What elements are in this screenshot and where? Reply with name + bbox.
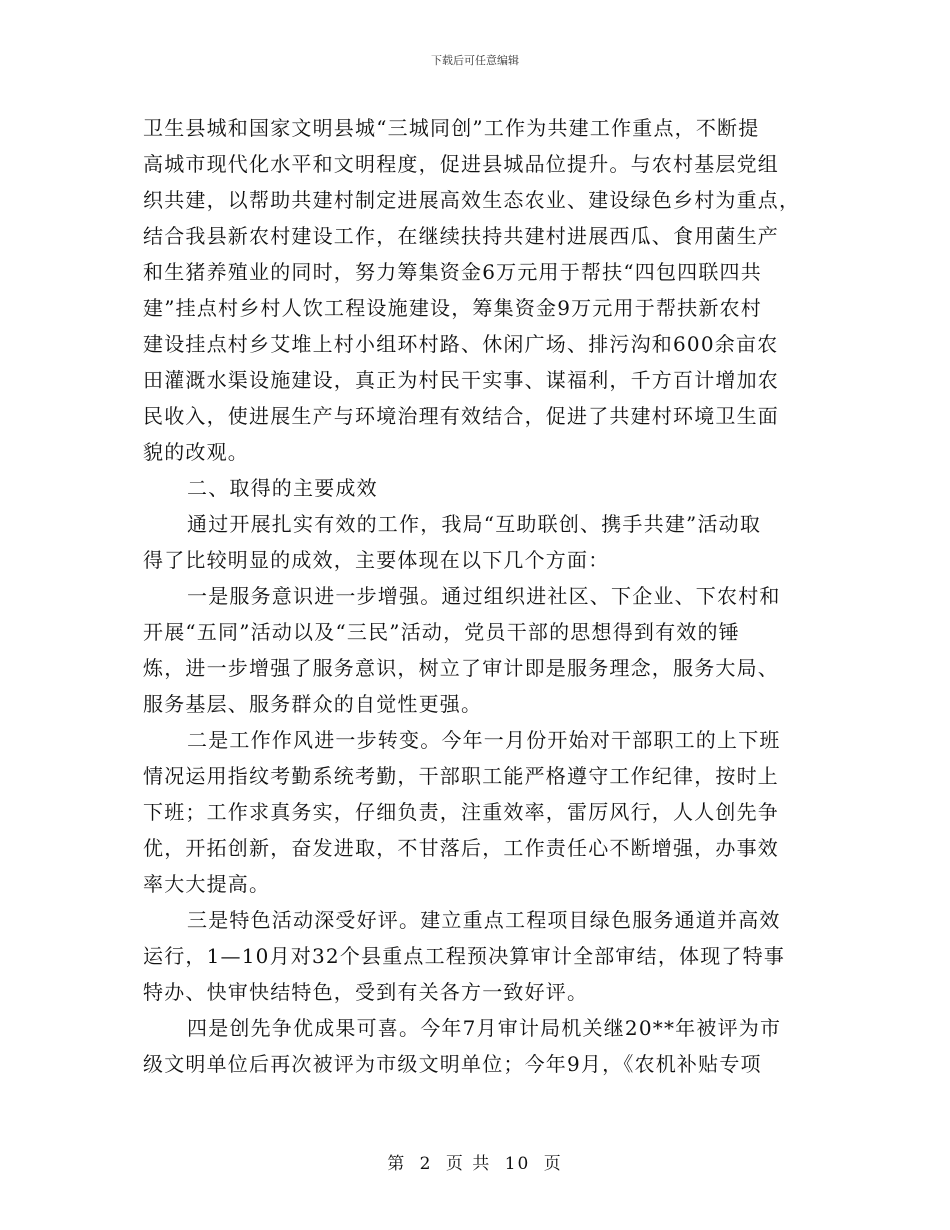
footer-prefix: 第 bbox=[387, 1154, 407, 1174]
text-line: 级文明单位后再次被评为市级文明单位；今年9月，《农机补贴专项 bbox=[143, 1052, 762, 1076]
text-line: 炼，进一步增强了服务意识，树立了审计即是服务理念，服务大局、 bbox=[143, 656, 779, 680]
text-line: 卫生县城和国家文明县城“三城同创”工作为共建工作重点，不断提 bbox=[143, 116, 760, 140]
text-line: 建设挂点村乡艾堆上村小组环村路、休闲广场、排污沟和600余亩农 bbox=[143, 332, 779, 356]
text-line: 民收入，使进展生产与环境治理有效结合，促进了共建村环境卫生面 bbox=[143, 404, 779, 428]
paragraph bbox=[143, 110, 811, 470]
section-heading bbox=[143, 470, 811, 506]
text-line: 优，开拓创新，奋发进取，不甘落后，工作责任心不断增强，办事效 bbox=[143, 836, 779, 860]
paragraph bbox=[143, 1010, 811, 1082]
text-line: 率大大提高。 bbox=[143, 872, 271, 896]
page-header-note: 下载后可任意编辑 bbox=[431, 54, 519, 67]
footer-suffix: 页 bbox=[543, 1154, 563, 1174]
total-page-count: 10 bbox=[504, 1154, 531, 1174]
text-line: 二是工作作风进一步转变。今年一月份开始对干部职工的上下班 bbox=[187, 728, 781, 752]
section-heading-text: 二、取得的主要成效 bbox=[187, 476, 378, 500]
text-line: 结合我县新农村建设工作，在继续扶持共建村进展西瓜、食用菌生产 bbox=[143, 224, 779, 248]
paragraph bbox=[143, 506, 811, 578]
text-line: 特办、快审快结特色，受到有关各方一致好评。 bbox=[143, 980, 589, 1004]
text-line: 四是创先争优成果可喜。今年7月审计局机关继20**年被评为市 bbox=[187, 1016, 782, 1040]
document-body bbox=[143, 110, 811, 1082]
paragraph bbox=[143, 578, 811, 722]
text-line: 服务基层、服务群众的自觉性更强。 bbox=[143, 692, 483, 716]
paragraph bbox=[143, 902, 811, 1010]
current-page-number: 2 bbox=[419, 1154, 433, 1174]
text-line: 一是服务意识进一步增强。通过组织进社区、下企业、下农村和 bbox=[187, 584, 781, 608]
text-line: 高城市现代化水平和文明程度，促进县城品位提升。与农村基层党组 bbox=[143, 152, 779, 176]
footer-middle: 页 共 bbox=[445, 1154, 492, 1174]
text-line: 开展“五同”活动以及“三民”活动，党员干部的思想得到有效的锤 bbox=[143, 620, 740, 644]
page-footer bbox=[0, 1152, 950, 1176]
text-line: 三是特色活动深受好评。建立重点工程项目绿色服务通道并高效 bbox=[187, 908, 781, 932]
text-line: 和生猪养殖业的同时，努力筹集资金6万元用于帮扶“四包四联四共 bbox=[143, 260, 762, 284]
text-line: 建”挂点村乡村人饮工程设施建设，筹集资金9万元用于帮扶新农村 bbox=[143, 296, 762, 320]
text-line: 情况运用指纹考勤系统考勤，干部职工能严格遵守工作纪律，按时上 bbox=[143, 764, 779, 788]
text-line: 下班；工作求真务实，仔细负责，注重效率，雷厉风行，人人创先争 bbox=[143, 800, 779, 824]
text-line: 貌的改观。 bbox=[143, 440, 249, 464]
text-line: 运行，1—10月对32个县重点工程预决算审计全部审结，体现了特事 bbox=[143, 944, 786, 968]
text-line: 得了比较明显的成效，主要体现在以下几个方面： bbox=[143, 548, 610, 572]
text-line: 田灌溉水渠设施建设，真正为村民干实事、谋福利，千方百计增加农 bbox=[143, 368, 779, 392]
text-line: 通过开展扎实有效的工作，我局“互助联创、携手共建”活动取 bbox=[187, 512, 762, 536]
paragraph bbox=[143, 722, 811, 902]
text-line: 织共建，以帮助共建村制定进展高效生态农业、建设绿色乡村为重点， bbox=[143, 188, 801, 212]
